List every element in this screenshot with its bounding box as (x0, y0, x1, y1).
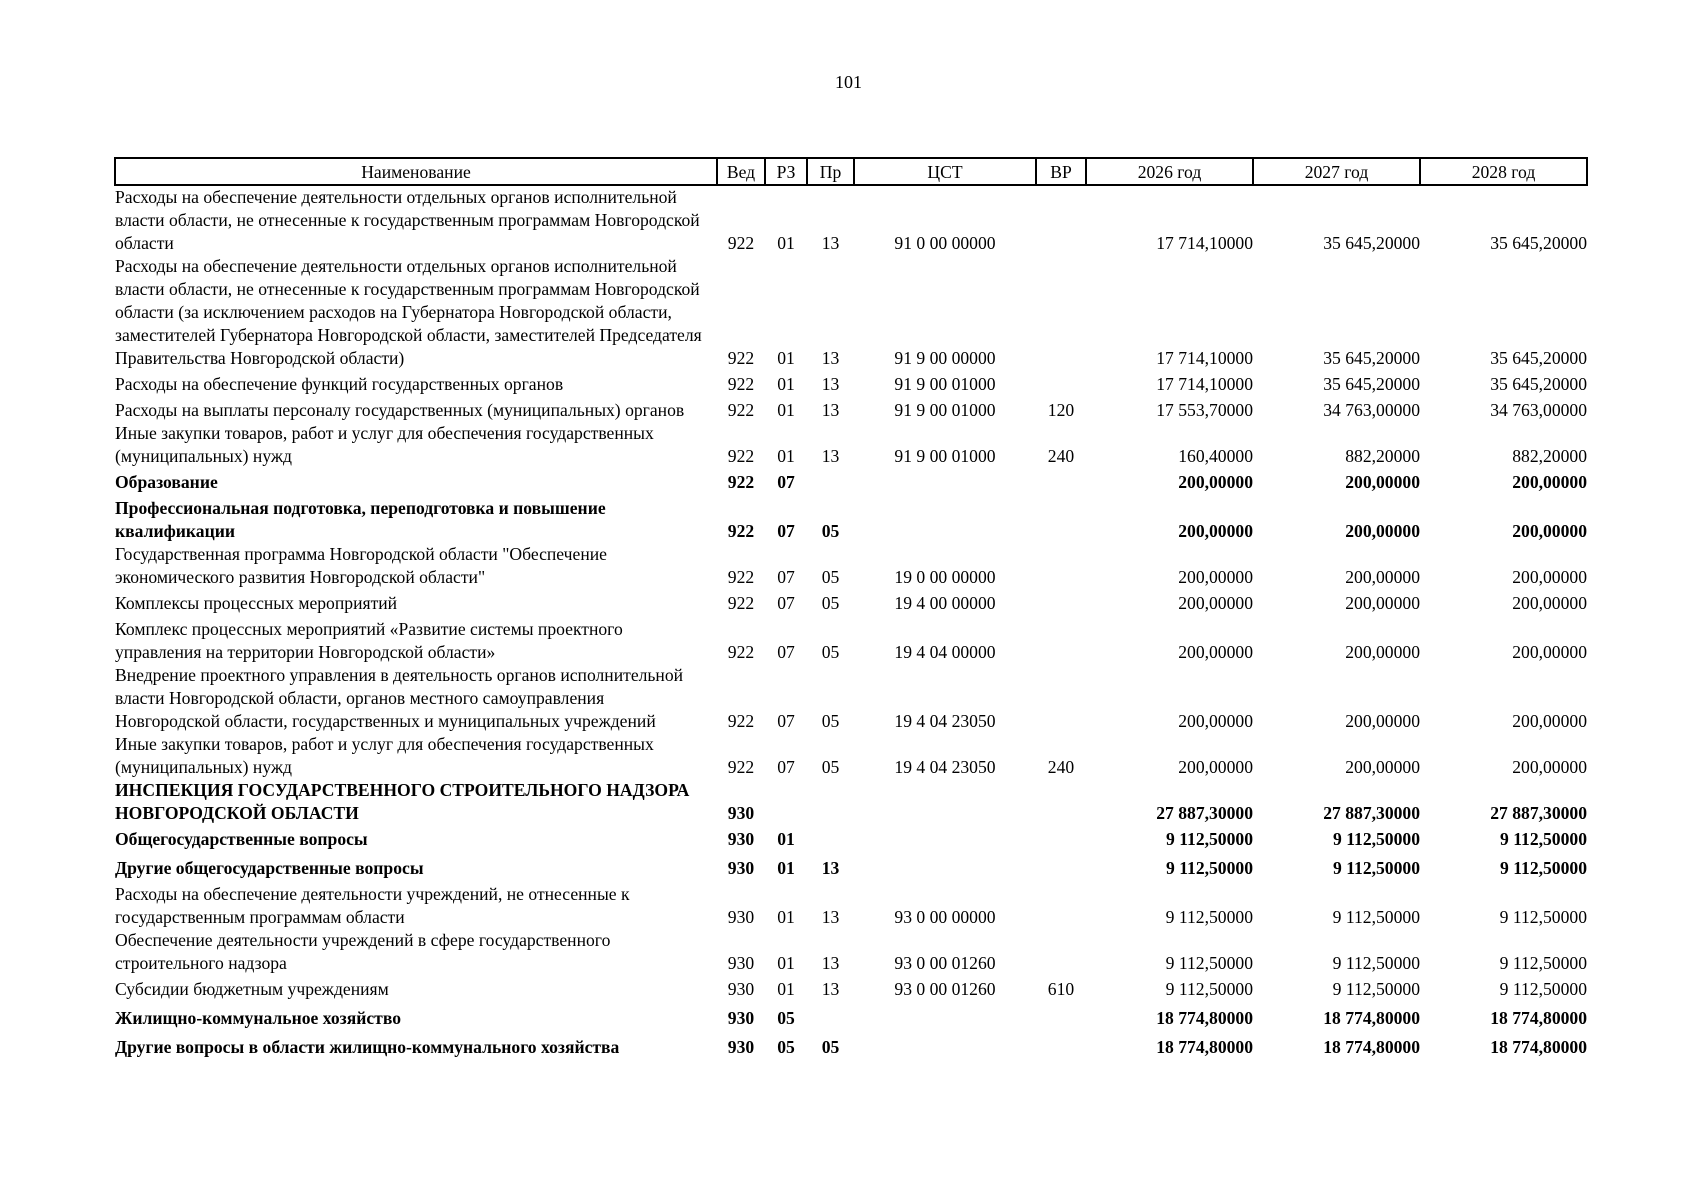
row-rz: 07 (777, 593, 795, 613)
row-vr (1036, 854, 1086, 883)
row-rz: 01 (777, 953, 795, 973)
row-2028: 200,00000 (1512, 757, 1587, 777)
row-cst: 19 4 04 23050 (894, 711, 996, 731)
row-2027: 200,00000 (1345, 567, 1420, 587)
row-2027: 34 763,00000 (1323, 400, 1420, 420)
row-vr (1036, 618, 1086, 664)
row-ved: 922 (727, 348, 755, 368)
row-vr (1036, 1004, 1086, 1033)
row-ved: 930 (727, 803, 755, 823)
row-2026: 9 112,50000 (1165, 907, 1253, 927)
row-rz: 05 (777, 1008, 795, 1028)
row-name: Расходы на обеспечение функций государственных органов (115, 374, 564, 394)
row-rz: 01 (777, 348, 795, 368)
row-rz: 07 (777, 472, 795, 492)
row-pr: 13 (821, 858, 840, 878)
table-row (115, 975, 1587, 1004)
row-2027: 35 645,20000 (1323, 348, 1420, 368)
header-rz: РЗ (765, 158, 807, 185)
row-2028: 35 645,20000 (1490, 374, 1587, 394)
row-rz: 07 (777, 521, 795, 541)
row-2028: 882,20000 (1512, 446, 1587, 466)
table-row (115, 779, 1587, 825)
row-pr: 05 (821, 642, 840, 662)
table-row (115, 255, 1587, 370)
row-cst (854, 854, 1036, 883)
row-cst (854, 1004, 1036, 1033)
row-2027: 9 112,50000 (1332, 907, 1420, 927)
row-cst: 19 4 04 23050 (894, 757, 996, 777)
row-2028: 35 645,20000 (1490, 348, 1587, 368)
row-rz (765, 779, 807, 825)
row-2026: 9 112,50000 (1165, 953, 1253, 973)
row-ved: 922 (727, 374, 755, 394)
row-name: Другие общегосударственные вопросы (115, 858, 424, 878)
row-2026: 18 774,80000 (1156, 1008, 1253, 1028)
header-name: Наименование (115, 158, 717, 185)
row-rz: 01 (777, 858, 795, 878)
row-name: Иные закупки товаров, работ и услуг для обеспечения государственных (муниципальных) нужд (115, 734, 654, 777)
row-ved: 922 (727, 233, 755, 253)
row-2027: 9 112,50000 (1332, 953, 1420, 973)
row-ved: 922 (727, 446, 755, 466)
row-2028: 200,00000 (1512, 711, 1587, 731)
row-2027: 18 774,80000 (1323, 1008, 1420, 1028)
row-2027: 9 112,50000 (1332, 979, 1420, 999)
row-ved: 922 (727, 472, 755, 492)
row-rz: 01 (777, 233, 795, 253)
row-vr (1036, 370, 1086, 399)
row-ved: 922 (727, 400, 755, 420)
row-cst: 93 0 00 01260 (894, 953, 996, 973)
row-rz: 07 (777, 567, 795, 587)
row-2028: 200,00000 (1512, 642, 1587, 662)
row-pr: 13 (821, 446, 840, 466)
row-rz: 07 (777, 757, 795, 777)
row-cst (854, 1033, 1036, 1062)
row-vr (1036, 185, 1086, 255)
table-row (115, 399, 1587, 422)
row-2027: 27 887,30000 (1323, 803, 1420, 823)
row-vr: 240 (1047, 446, 1075, 466)
row-cst: 91 9 00 01000 (894, 400, 996, 420)
row-ved: 930 (727, 953, 755, 973)
row-cst: 91 9 00 01000 (894, 446, 996, 466)
table-header (115, 158, 1587, 185)
row-2028: 9 112,50000 (1499, 953, 1587, 973)
header-row (115, 158, 1587, 185)
row-2026: 9 112,50000 (1165, 979, 1253, 999)
row-pr: 05 (821, 521, 840, 541)
header-2027: 2027 год (1253, 158, 1420, 185)
row-pr: 13 (821, 348, 840, 368)
row-rz: 01 (777, 446, 795, 466)
row-2028: 9 112,50000 (1499, 907, 1587, 927)
row-rz: 01 (777, 374, 795, 394)
table-row (115, 370, 1587, 399)
row-name: Комплекс процессных мероприятий «Развитие системы проектного управления на территории Новгородской области» (115, 619, 623, 662)
row-2027: 9 112,50000 (1333, 829, 1420, 849)
row-vr: 240 (1047, 757, 1075, 777)
row-ved: 930 (727, 979, 755, 999)
row-vr (1036, 543, 1086, 589)
row-vr (1036, 779, 1086, 825)
row-vr (1036, 497, 1086, 543)
page-number: 101 (835, 72, 862, 92)
row-cst: 19 4 00 00000 (894, 593, 996, 613)
row-pr: 13 (821, 400, 840, 420)
row-name: Расходы на выплаты персоналу государственных (муниципальных) органов (115, 400, 685, 420)
row-2027: 200,00000 (1345, 711, 1420, 731)
row-2026: 27 887,30000 (1156, 803, 1253, 823)
row-rz: 01 (777, 400, 795, 420)
row-cst: 91 9 00 00000 (894, 348, 996, 368)
row-2026: 200,00000 (1178, 521, 1253, 541)
row-vr (1036, 1033, 1086, 1062)
row-2028: 34 763,00000 (1490, 400, 1587, 420)
row-2028: 9 112,50000 (1500, 829, 1587, 849)
table-row (115, 733, 1587, 779)
table-row (115, 589, 1587, 618)
row-vr (1036, 883, 1086, 929)
table-row (115, 618, 1587, 664)
header-cst: ЦСТ (854, 158, 1036, 185)
header-2028: 2028 год (1420, 158, 1587, 185)
row-2027: 200,00000 (1345, 521, 1420, 541)
row-name: Обеспечение деятельности учреждений в сфере государственного строительного надзора (115, 930, 611, 973)
row-ved: 922 (727, 642, 755, 662)
table-row (115, 185, 1587, 255)
table-row (115, 854, 1587, 883)
row-cst (854, 468, 1036, 497)
row-vr: 120 (1047, 400, 1075, 420)
table-row (115, 1004, 1587, 1033)
row-pr: 13 (821, 233, 840, 253)
row-pr: 13 (821, 953, 840, 973)
row-ved: 930 (727, 829, 755, 849)
row-pr: 05 (821, 711, 840, 731)
row-ved: 922 (727, 521, 755, 541)
table-row (115, 883, 1587, 929)
row-2026: 200,00000 (1178, 642, 1253, 662)
row-2027: 200,00000 (1345, 757, 1420, 777)
row-2028: 9 112,50000 (1500, 858, 1587, 878)
row-vr (1036, 825, 1086, 854)
row-pr (807, 468, 854, 497)
row-2028: 9 112,50000 (1499, 979, 1587, 999)
row-2028: 200,00000 (1512, 593, 1587, 613)
row-2026: 17 553,70000 (1156, 400, 1253, 420)
row-name: Другие вопросы в области жилищно-коммунального хозяйства (115, 1037, 620, 1057)
row-vr (1036, 468, 1086, 497)
row-2027: 200,00000 (1345, 472, 1420, 492)
row-vr (1036, 929, 1086, 975)
row-2027: 200,00000 (1345, 642, 1420, 662)
row-name: Жилищно-коммунальное хозяйство (115, 1008, 402, 1028)
table-row (115, 497, 1587, 543)
row-ved: 930 (727, 1008, 755, 1028)
row-2026: 9 112,50000 (1166, 829, 1253, 849)
row-pr: 05 (821, 593, 840, 613)
row-2028: 200,00000 (1512, 567, 1587, 587)
row-name: Образование (115, 472, 218, 492)
table-row (115, 664, 1587, 733)
row-rz: 07 (777, 642, 795, 662)
row-2027: 35 645,20000 (1323, 233, 1420, 253)
row-cst: 91 0 00 00000 (894, 233, 996, 253)
row-2026: 17 714,10000 (1156, 348, 1253, 368)
row-rz: 07 (777, 711, 795, 731)
row-name: Субсидии бюджетным учреждениям (115, 979, 389, 999)
row-name: Профессиональная подготовка, переподготовка и повышение квалификации (115, 498, 606, 541)
table-row (115, 929, 1587, 975)
row-name: Внедрение проектного управления в деятельность органов исполнительной власти Новгородской области, органов местного самоуправления Новгородской области, государственных и муниципальных учреждений (115, 665, 684, 731)
row-ved: 930 (727, 1037, 755, 1057)
table-row (115, 468, 1587, 497)
row-pr: 13 (821, 979, 840, 999)
row-pr: 13 (821, 907, 840, 927)
row-ved: 922 (727, 757, 755, 777)
row-2027: 200,00000 (1345, 593, 1420, 613)
row-ved: 922 (727, 711, 755, 731)
row-2026: 160,40000 (1178, 446, 1253, 466)
row-2026: 9 112,50000 (1166, 858, 1253, 878)
row-cst: 93 0 00 01260 (894, 979, 996, 999)
row-rz: 01 (777, 907, 795, 927)
row-2027: 9 112,50000 (1333, 858, 1420, 878)
row-2027: 18 774,80000 (1323, 1037, 1420, 1057)
table-row (115, 422, 1587, 468)
row-pr: 13 (821, 374, 840, 394)
row-vr (1036, 255, 1086, 370)
row-cst (854, 497, 1036, 543)
row-pr: 05 (821, 1037, 840, 1057)
row-2026: 200,00000 (1178, 593, 1253, 613)
table-row (115, 543, 1587, 589)
row-vr: 610 (1047, 979, 1075, 999)
row-name: Расходы на обеспечение деятельности учреждений, не отнесенные к государственным программам области (115, 884, 630, 927)
header-vr: ВР (1036, 158, 1086, 185)
row-name: Иные закупки товаров, работ и услуг для обеспечения государственных (муниципальных) нужд (115, 423, 654, 466)
row-2026: 17 714,10000 (1156, 233, 1253, 253)
header-ved: Вед (717, 158, 765, 185)
row-cst (854, 825, 1036, 854)
row-2027: 882,20000 (1345, 446, 1420, 466)
table-row (115, 1033, 1587, 1062)
row-2028: 200,00000 (1512, 472, 1587, 492)
row-pr (807, 779, 854, 825)
row-ved: 930 (727, 907, 755, 927)
row-2027: 35 645,20000 (1323, 374, 1420, 394)
row-pr: 05 (821, 757, 840, 777)
row-name: Расходы на обеспечение деятельности отдельных органов исполнительной власти области, не отнесенные к государственным программам Новгородской области (115, 187, 700, 253)
row-2028: 18 774,80000 (1490, 1037, 1587, 1057)
row-2026: 18 774,80000 (1156, 1037, 1253, 1057)
row-name: Общегосударственные вопросы (115, 829, 368, 849)
row-ved: 922 (727, 593, 755, 613)
row-vr (1036, 589, 1086, 618)
row-pr (807, 1004, 854, 1033)
row-2026: 17 714,10000 (1156, 374, 1253, 394)
row-cst (854, 779, 1036, 825)
row-name: Государственная программа Новгородской области "Обеспечение экономического развития Новгородской области" (115, 544, 607, 587)
row-name: Комплексы процессных мероприятий (115, 593, 398, 613)
row-name: ИНСПЕКЦИЯ ГОСУДАРСТВЕННОГО СТРОИТЕЛЬНОГО НАДЗОРА НОВГОРОДСКОЙ ОБЛАСТИ (115, 780, 690, 823)
row-cst: 91 9 00 01000 (894, 374, 996, 394)
row-rz: 01 (777, 829, 795, 849)
row-2026: 200,00000 (1178, 472, 1253, 492)
row-2028: 18 774,80000 (1490, 1008, 1587, 1028)
row-2026: 200,00000 (1178, 757, 1253, 777)
row-rz: 01 (777, 979, 795, 999)
row-cst: 93 0 00 00000 (894, 907, 996, 927)
row-rz: 05 (777, 1037, 795, 1057)
row-2028: 27 887,30000 (1490, 803, 1587, 823)
row-2028: 35 645,20000 (1490, 233, 1587, 253)
budget-table (114, 157, 1588, 1062)
row-pr (807, 825, 854, 854)
row-2026: 200,00000 (1178, 567, 1253, 587)
header-2026: 2026 год (1086, 158, 1253, 185)
row-2026: 200,00000 (1178, 711, 1253, 731)
row-pr: 05 (821, 567, 840, 587)
row-vr (1036, 664, 1086, 733)
row-ved: 922 (727, 567, 755, 587)
row-2028: 200,00000 (1512, 521, 1587, 541)
table-row (115, 825, 1587, 854)
header-pr: Пр (807, 158, 854, 185)
row-name: Расходы на обеспечение деятельности отдельных органов исполнительной власти области, не отнесенные к государственным программам Новгородской области (за исключением расходов на Губернатора Новгородской области, заместителей Губернатора Новгородской области, заместителей Председателя Правительства Новгородской области) (115, 256, 702, 368)
row-cst: 19 0 00 00000 (894, 567, 996, 587)
row-ved: 930 (727, 858, 755, 878)
row-cst: 19 4 04 00000 (894, 642, 996, 662)
table-body (115, 185, 1587, 1062)
